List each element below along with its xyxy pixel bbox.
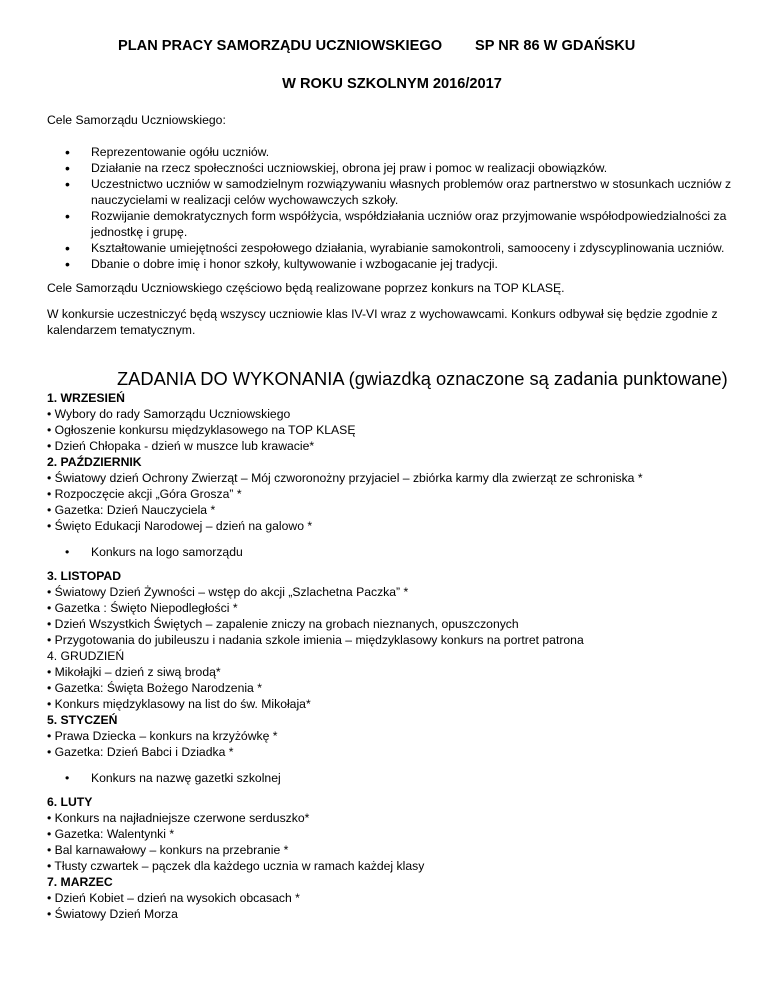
- task-item: • Gazetka: Święta Bożego Narodzenia *: [47, 681, 262, 695]
- task-item: • Dzień Wszystkich Świętych – zapalenie zniczy na grobach nieznanych, opuszczonych: [47, 617, 519, 631]
- title-right: SP NR 86 W GDAŃSKU: [475, 38, 636, 54]
- month-january: [47, 712, 737, 786]
- task-item: • Mikołajki – dzień z siwą brodą*: [47, 665, 221, 679]
- month-heading: 4. GRUDZIEŃ: [47, 649, 125, 663]
- goal-item: • Kształtowanie umiejętności zespołowego działania, wyrabianie samokontroli, samooceny i zdyscyplinowania uczniów.: [47, 240, 737, 256]
- month-heading: 3. LISTOPAD: [47, 569, 122, 583]
- task-item: • Gazetka : Święto Niepodległości *: [47, 601, 238, 615]
- goal-item: • Rozwijanie demokratycznych form współżycia, współdziałania uczniów oraz przyjmowanie współodpowiedzialności za jednostkę i grupę.: [47, 208, 737, 240]
- task-item: • Gazetka: Dzień Babci i Dziadka *: [47, 745, 234, 759]
- goals-label: Cele Samorządu Uczniowskiego:: [47, 113, 226, 127]
- month-february: [47, 794, 737, 874]
- task-item: • Ogłoszenie konkursu międzyklasowego na TOP KLASĘ: [47, 423, 356, 437]
- task-item-bulleted: • Konkurs na nazwę gazetki szkolnej: [47, 770, 737, 786]
- task-item: • Konkurs międzyklasowy na list do św. Mikołaja*: [47, 697, 311, 711]
- task-item: • Wybory do rady Samorządu Uczniowskiego: [47, 407, 291, 421]
- task-item: • Tłusty czwartek – pączek dla każdego ucznia w ramach każdej klasy: [47, 859, 425, 873]
- task-item: • Światowy dzień Ochrony Zwierząt – Mój czworonożny przyjaciel – zbiórka karmy dla zwierząt ze schroniska *: [47, 471, 643, 485]
- task-item: • Światowy Dzień Morza: [47, 907, 178, 921]
- task-item: • Dzień Chłopaka - dzień w muszce lub krawacie*: [47, 439, 315, 453]
- intro-paragraph-2: W konkursie uczestniczyć będą wszyscy uczniowie klas IV-VI wraz z wychowawcami. Konkurs odbywał się będzie zgodnie z kalendarzem tematycznym.: [47, 307, 718, 337]
- task-item: • Dzień Kobiet – dzień na wysokich obcasach *: [47, 891, 300, 905]
- month-december: [47, 648, 737, 712]
- document-page: [47, 38, 737, 922]
- goal-item: • Uczestnictwo uczniów w samodzielnym rozwiązywaniu własnych problemów oraz partnerstwo w stosunkach uczniów z nauczycielami w realizacji celów wychowawczych szkoły.: [47, 176, 737, 208]
- month-november: [47, 568, 737, 648]
- task-item-bulleted: • Konkurs na logo samorządu: [47, 544, 737, 560]
- task-item: • Prawa Dziecka – konkurs na krzyżówkę *: [47, 729, 278, 743]
- month-heading: 7. MARZEC: [47, 875, 113, 889]
- document-title: [47, 38, 737, 58]
- title-left: PLAN PRACY SAMORZĄDU UCZNIOWSKIEGO: [118, 38, 443, 54]
- task-item: • Święto Edukacji Narodowej – dzień na galowo *: [47, 519, 313, 533]
- task-item: • Gazetka: Walentynki *: [47, 827, 175, 841]
- tasks-heading: ZADANIA DO WYKONANIA (gwiazdką oznaczone są zadania punktowane): [117, 368, 728, 389]
- month-march: [47, 874, 737, 922]
- task-item: • Konkurs na najładniejsze czerwone serduszko*: [47, 811, 310, 825]
- goals-list: [47, 144, 737, 272]
- intro-paragraph-1: Cele Samorządu Uczniowskiego częściowo będą realizowane poprzez konkurs na TOP KLASĘ.: [47, 281, 565, 295]
- month-heading: 5. STYCZEŃ: [47, 713, 118, 727]
- goal-item: • Reprezentowanie ogółu uczniów.: [47, 144, 737, 160]
- month-heading: 6. LUTY: [47, 795, 93, 809]
- month-heading: 1. WRZESIEŃ: [47, 391, 125, 405]
- goal-item: • Działanie na rzecz społeczności uczniowskiej, obrona jej praw i pomoc w realizacji obowiązków.: [47, 160, 737, 176]
- task-item: • Rozpoczęcie akcji „Góra Grosza” *: [47, 487, 242, 501]
- month-heading: 2. PAŹDZIERNIK: [47, 455, 142, 469]
- task-item: • Światowy Dzień Żywności – wstęp do akcji „Szlachetna Paczka” *: [47, 585, 409, 599]
- task-item: • Bal karnawałowy – konkurs na przebranie *: [47, 843, 289, 857]
- month-september: [47, 390, 737, 454]
- task-item: • Przygotowania do jubileuszu i nadania szkole imienia – międzyklasowy konkurs na portret patrona: [47, 633, 584, 647]
- month-october: [47, 454, 737, 560]
- task-item: • Gazetka: Dzień Nauczyciela *: [47, 503, 216, 517]
- goal-item: • Dbanie o dobre imię i honor szkoły, kultywowanie i wzbogacanie jej tradycji.: [47, 256, 737, 272]
- document-subtitle: W ROKU SZKOLNYM 2016/2017: [282, 76, 502, 92]
